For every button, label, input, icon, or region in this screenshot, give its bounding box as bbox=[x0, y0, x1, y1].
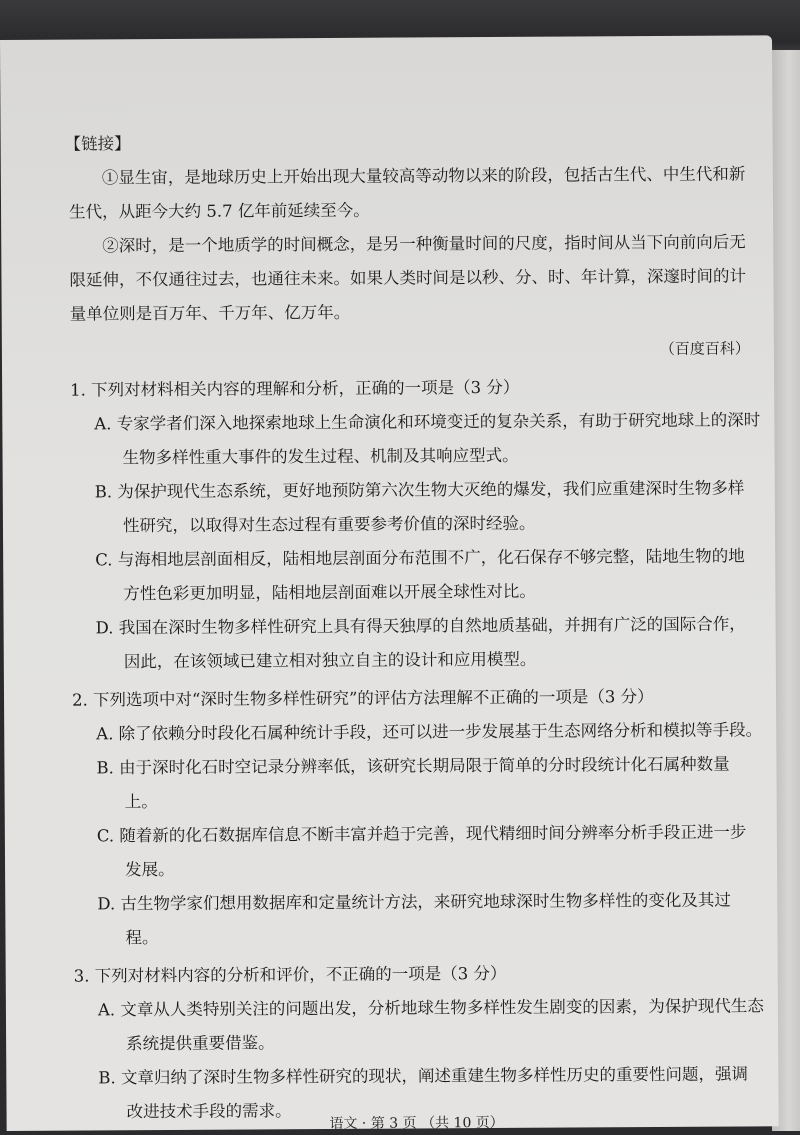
question-2-stem: 2. 下列选项中对“深时生物多样性研究”的评估方法理解不正确的一项是（3 分） bbox=[71, 687, 654, 710]
link-heading: 【链接】 bbox=[64, 134, 131, 154]
question-2-option-b: B. 由于深时化石时空记录分辨率低，该研究长期局限于简单的分时段统计化石属种数量上。 bbox=[96, 754, 730, 812]
question-2-option-c: C. 随着新的化石数据库信息不断丰富并趋于完善，现代精细时间分辨率分析手段正进一步发展。 bbox=[96, 822, 747, 880]
page-footer: 语文 · 第 3 页 （共 10 页） bbox=[329, 1114, 504, 1133]
question-1-option-b: B. 为保护现代生态系统，更好地预防第六次生物大灭绝的爆发，我们应重建深时生物多样性研究，以取得对生态过程有重要参考价值的深时经验。 bbox=[94, 478, 745, 536]
question-2-option-d: D. 古生物学家们想用数据库和定量统计方法，来研究地球深时生物多样性的变化及其过程。 bbox=[97, 890, 731, 948]
question-2-option-a: A. 除了依赖分时段化石属种统计手段，还可以进一步发展基于生态网络分析和模拟等手段。 bbox=[96, 720, 763, 744]
link-paragraph-1: ①显生宙，是地球历史上开始出现大量较高等动物以来的阶段，包括古生代、中生代和新生代，从距今大约 5.7 亿年前延续至今。 bbox=[68, 164, 746, 222]
question-1-option-d: D. 我国在深时生物多样性研究上具有得天独厚的自然地质基础，并拥有广泛的国际合作，因此，在该领域已建立相对独立自主的设计和应用模型。 bbox=[95, 614, 746, 672]
question-3-stem: 3. 下列对材料内容的分析和评价，不正确的一项是（3 分） bbox=[73, 963, 507, 986]
link-paragraph-2: ②深时，是一个地质学的时间概念，是另一种衡量时间的尺度，指时间从当下向前向后无限延伸，不仅通往过去，也通往未来。如果人类时间是以秒、分、时、年计算，深邃时间的计量单位则是百万年、千万年、亿万年。 bbox=[69, 232, 747, 324]
question-3-option-a: A. 文章从人类特别关注的问题出发，分析地球生物多样性发生剧变的因素，为保护现代生态系统提供重要借鉴。 bbox=[97, 996, 764, 1054]
question-1-stem: 1. 下列对材料相关内容的理解和分析，正确的一项是（3 分） bbox=[70, 377, 520, 400]
question-1-option-a: A. 专家学者们深入地探索地球上生命演化和环境变迁的复杂关系，有助于研究地球上的深时生物多样性重大事件的发生过程、机制及其响应型式。 bbox=[94, 410, 761, 468]
question-1-option-c: C. 与海相地层剖面相反，陆相地层剖面分布范围不广，化石保存不够完整，陆地生物的地方性色彩更加明显，陆相地层剖面难以开展全球性对比。 bbox=[95, 546, 745, 604]
exam-page bbox=[0, 35, 779, 1131]
question-3-option-b: B. 文章归纳了深时生物多样性研究的现状，阐述重建生物多样性历史的重要性问题，强调改进技术手段的需求。 bbox=[98, 1064, 749, 1122]
source-citation: （百度百科） bbox=[659, 339, 750, 358]
page-content bbox=[64, 123, 765, 1129]
